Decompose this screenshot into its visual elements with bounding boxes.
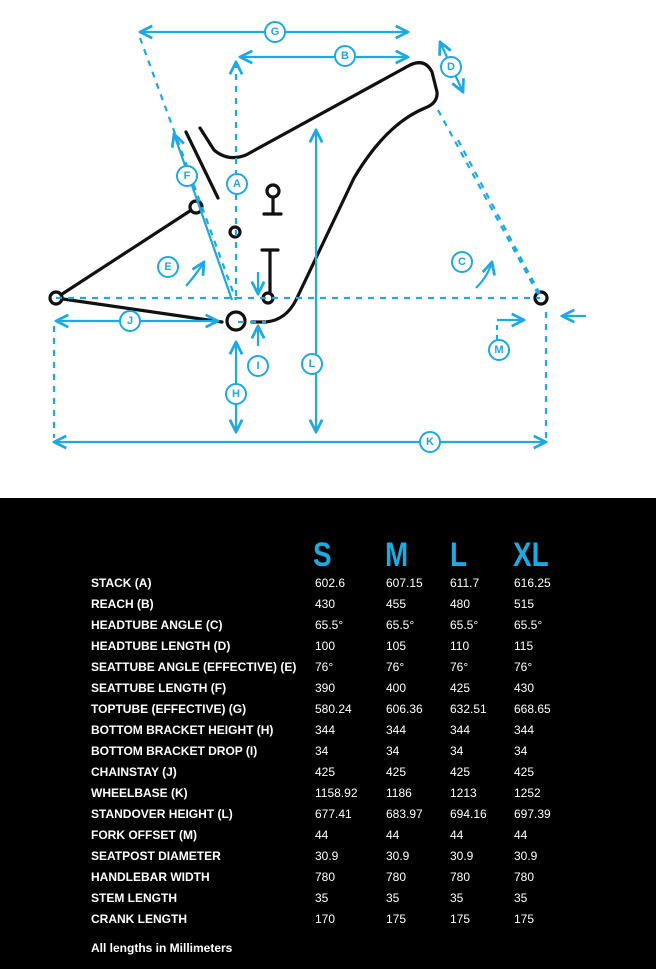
row-value-l: 76°	[450, 660, 469, 674]
svg-text:C: C	[458, 256, 466, 268]
row-value-m: 344	[386, 723, 407, 737]
row-value-s: 1158.92	[315, 786, 358, 800]
row-label: CRANK LENGTH	[91, 912, 187, 926]
row-value-m: 105	[386, 639, 407, 653]
row-value-xl: 30.9	[514, 849, 538, 863]
row-label: STANDOVER HEIGHT (L)	[91, 807, 233, 821]
svg-text:M: M	[494, 344, 504, 356]
row-label: TOPTUBE (EFFECTIVE) (G)	[91, 702, 247, 716]
row-value-xl: 425	[514, 765, 535, 779]
row-value-xl: 34	[514, 744, 528, 758]
row-value-s: 170	[315, 912, 336, 926]
row-value-m: 76°	[386, 660, 405, 674]
row-value-s: 580.24	[315, 702, 352, 716]
row-value-l: 425	[450, 765, 471, 779]
size-header-l: L	[450, 536, 468, 574]
size-header-s: S	[313, 536, 332, 574]
label-j	[120, 311, 140, 331]
row-value-m: 400	[386, 681, 407, 695]
table-row	[0, 702, 656, 723]
row-value-m: 425	[386, 765, 407, 779]
table-row	[0, 870, 656, 891]
row-value-m: 1186	[386, 786, 412, 800]
row-value-s: 34	[315, 744, 329, 758]
row-label: BOTTOM BRACKET DROP (I)	[91, 744, 258, 758]
row-value-m: 34	[386, 744, 400, 758]
row-value-l: 1213	[450, 786, 477, 800]
row-value-s: 76°	[315, 660, 334, 674]
svg-text:A: A	[233, 178, 241, 190]
table-row	[0, 765, 656, 786]
svg-text:B: B	[341, 50, 349, 62]
svg-text:G: G	[270, 26, 280, 38]
row-value-m: 780	[386, 870, 407, 884]
row-value-l: 344	[450, 723, 471, 737]
table-row	[0, 786, 656, 807]
row-value-xl: 515	[514, 597, 535, 611]
svg-text:H: H	[232, 388, 240, 400]
row-value-s: 65.5°	[315, 618, 344, 632]
row-value-l: 425	[450, 681, 471, 695]
row-label: WHEELBASE (K)	[91, 786, 188, 800]
row-value-xl: 115	[514, 639, 534, 653]
row-value-l: 35	[450, 891, 464, 905]
table-row	[0, 828, 656, 849]
row-label: REACH (B)	[91, 597, 154, 611]
row-value-xl: 616.25	[514, 576, 551, 590]
label-i	[248, 356, 268, 376]
units-footnote: All lengths in Millimeters	[91, 941, 233, 955]
row-value-s: 100	[315, 639, 336, 653]
row-value-l: 175	[450, 912, 471, 926]
svg-text:J: J	[126, 315, 134, 327]
table-row	[0, 807, 656, 828]
row-value-xl: 430	[514, 681, 535, 695]
label-l	[302, 354, 322, 374]
row-value-xl: 44	[514, 828, 528, 842]
row-value-s: 780	[315, 870, 336, 884]
table-row	[0, 891, 656, 912]
row-value-l: 480	[450, 597, 471, 611]
row-label: STEM LENGTH	[91, 891, 177, 905]
row-value-xl: 780	[514, 870, 535, 884]
row-label: SEATPOST DIAMETER	[91, 849, 221, 863]
label-d	[441, 57, 461, 77]
row-value-l: 694.16	[450, 807, 487, 821]
label-a	[227, 174, 247, 194]
bike-frame	[56, 63, 437, 322]
label-c	[452, 252, 472, 272]
svg-text:D: D	[447, 61, 455, 73]
row-value-s: 430	[315, 597, 336, 611]
table-row	[0, 912, 656, 933]
row-value-m: 683.97	[386, 807, 423, 821]
svg-text:K: K	[426, 436, 434, 448]
row-value-l: 611.7	[450, 576, 480, 590]
row-label: SEATTUBE ANGLE (EFFECTIVE) (E)	[91, 660, 297, 674]
label-e	[158, 257, 178, 277]
row-label: SEATTUBE LENGTH (F)	[91, 681, 227, 695]
row-value-m: 30.9	[386, 849, 410, 863]
dimension-lines	[54, 32, 586, 442]
svg-text:L: L	[308, 358, 316, 370]
label-b	[335, 46, 355, 66]
row-label: FORK OFFSET (M)	[91, 828, 197, 842]
row-value-l: 780	[450, 870, 471, 884]
row-value-s: 390	[315, 681, 336, 695]
row-value-s: 35	[315, 891, 329, 905]
row-value-xl: 344	[514, 723, 535, 737]
row-value-s: 425	[315, 765, 336, 779]
row-value-m: 607.15	[386, 576, 423, 590]
row-value-l: 30.9	[450, 849, 474, 863]
row-label: STACK (A)	[91, 576, 152, 590]
svg-text:I: I	[256, 360, 260, 372]
row-value-s: 344	[315, 723, 336, 737]
row-value-l: 65.5°	[450, 618, 479, 632]
table-row	[0, 681, 656, 702]
row-value-m: 175	[386, 912, 407, 926]
table-row	[0, 597, 656, 618]
label-f	[177, 166, 197, 186]
row-value-m: 455	[386, 597, 407, 611]
row-value-m: 35	[386, 891, 400, 905]
row-label: BOTTOM BRACKET HEIGHT (H)	[91, 723, 274, 737]
label-k	[420, 432, 440, 452]
size-header-xl: XL	[513, 536, 549, 574]
row-value-xl: 668.65	[514, 702, 551, 716]
row-label: CHAINSTAY (J)	[91, 765, 177, 779]
table-row	[0, 660, 656, 681]
table-row	[0, 639, 656, 660]
dimension-labels	[120, 22, 509, 452]
row-value-xl: 175	[514, 912, 535, 926]
row-value-xl: 1252	[514, 786, 541, 800]
row-value-s: 677.41	[315, 807, 352, 821]
row-value-xl: 697.39	[514, 807, 551, 821]
label-g	[265, 22, 285, 42]
row-value-m: 606.36	[386, 702, 423, 716]
row-value-l: 110	[450, 639, 470, 653]
table-row	[0, 723, 656, 744]
table-row	[0, 744, 656, 765]
row-value-l: 44	[450, 828, 464, 842]
row-value-l: 34	[450, 744, 464, 758]
label-m	[489, 340, 509, 360]
svg-text:E: E	[164, 261, 172, 273]
row-value-m: 44	[386, 828, 400, 842]
row-value-xl: 35	[514, 891, 528, 905]
row-label: HANDLEBAR WIDTH	[91, 870, 210, 884]
svg-text:F: F	[183, 170, 191, 182]
row-value-m: 65.5°	[386, 618, 415, 632]
row-value-l: 632.51	[450, 702, 487, 716]
row-value-xl: 76°	[514, 660, 533, 674]
label-h	[226, 384, 246, 404]
row-value-s: 44	[315, 828, 329, 842]
row-label: HEADTUBE ANGLE (C)	[91, 618, 223, 632]
row-label: HEADTUBE LENGTH (D)	[91, 639, 231, 653]
row-value-xl: 65.5°	[514, 618, 543, 632]
size-header-m: M	[385, 536, 409, 574]
table-row	[0, 849, 656, 870]
table-row	[0, 618, 656, 639]
row-value-s: 602.6	[315, 576, 346, 590]
row-value-s: 30.9	[315, 849, 339, 863]
table-row	[0, 576, 656, 597]
